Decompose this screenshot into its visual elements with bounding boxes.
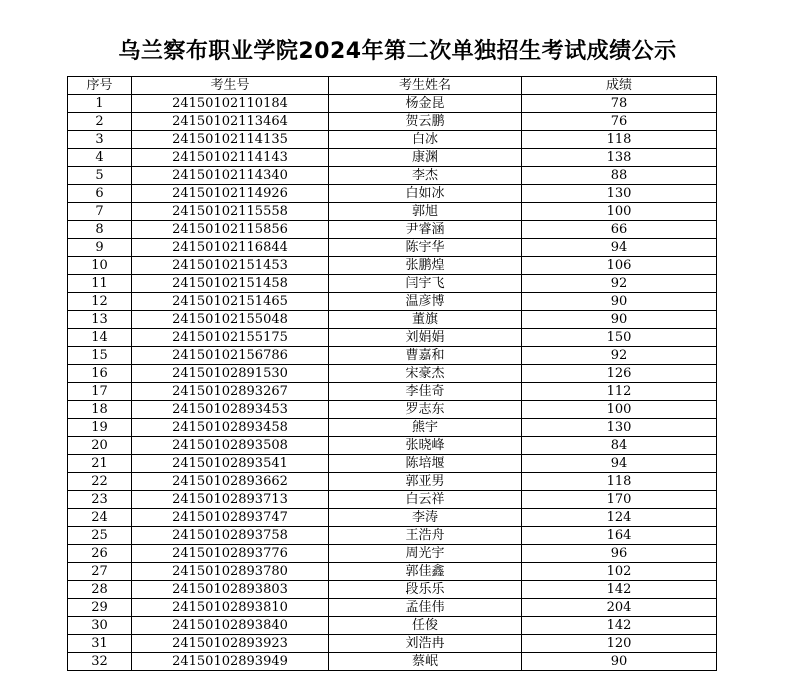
- student-name-cell: 贺云鹏: [329, 113, 522, 131]
- table-row: [68, 455, 717, 473]
- table-row: [68, 617, 717, 635]
- column-header-exam-id: 考生号: [132, 77, 329, 95]
- student-name-cell: 张鹏煌: [329, 257, 522, 275]
- row-number-cell: 21: [68, 455, 132, 473]
- row-number-cell: 30: [68, 617, 132, 635]
- student-name-cell: 曹嘉和: [329, 347, 522, 365]
- row-number-cell: 29: [68, 599, 132, 617]
- student-name-cell: 张晓峰: [329, 437, 522, 455]
- student-name-cell: 蔡岷: [329, 653, 522, 671]
- row-number-cell: 7: [68, 203, 132, 221]
- row-number-cell: 31: [68, 635, 132, 653]
- row-number-cell: 28: [68, 581, 132, 599]
- student-name-cell: 杨金昆: [329, 95, 522, 113]
- score-cell: 100: [522, 401, 717, 419]
- row-number-cell: 17: [68, 383, 132, 401]
- student-name-cell: 白如冰: [329, 185, 522, 203]
- exam-id-cell: 24150102893458: [132, 419, 329, 437]
- student-name-cell: 周光宇: [329, 545, 522, 563]
- score-cell: 120: [522, 635, 717, 653]
- student-name-cell: 郭亚男: [329, 473, 522, 491]
- row-number-cell: 15: [68, 347, 132, 365]
- table-row: [68, 221, 717, 239]
- row-number-cell: 10: [68, 257, 132, 275]
- exam-id-cell: 24150102893840: [132, 617, 329, 635]
- table-row: [68, 383, 717, 401]
- row-number-cell: 12: [68, 293, 132, 311]
- student-name-cell: 郭佳鑫: [329, 563, 522, 581]
- exam-id-cell: 24150102114143: [132, 149, 329, 167]
- student-name-cell: 刘浩冉: [329, 635, 522, 653]
- student-name-cell: 白冰: [329, 131, 522, 149]
- score-cell: 150: [522, 329, 717, 347]
- student-name-cell: 任俊: [329, 617, 522, 635]
- table-row: [68, 113, 717, 131]
- row-number-cell: 11: [68, 275, 132, 293]
- exam-id-cell: 24150102110184: [132, 95, 329, 113]
- score-cell: 164: [522, 527, 717, 545]
- student-name-cell: 温彦博: [329, 293, 522, 311]
- student-name-cell: 白云祥: [329, 491, 522, 509]
- score-cell: 88: [522, 167, 717, 185]
- exam-id-cell: 24150102893923: [132, 635, 329, 653]
- row-number-cell: 18: [68, 401, 132, 419]
- row-number-cell: 14: [68, 329, 132, 347]
- row-number-cell: 13: [68, 311, 132, 329]
- student-name-cell: 孟佳伟: [329, 599, 522, 617]
- table-row: [68, 563, 717, 581]
- score-cell: 84: [522, 437, 717, 455]
- exam-id-cell: 24150102893949: [132, 653, 329, 671]
- exam-id-cell: 24150102893747: [132, 509, 329, 527]
- row-number-cell: 20: [68, 437, 132, 455]
- student-name-cell: 李涛: [329, 509, 522, 527]
- score-cell: 94: [522, 239, 717, 257]
- table-row: [68, 419, 717, 437]
- exam-id-cell: 24150102893776: [132, 545, 329, 563]
- score-cell: 102: [522, 563, 717, 581]
- table-row: [68, 95, 717, 113]
- score-cell: 138: [522, 149, 717, 167]
- row-number-cell: 1: [68, 95, 132, 113]
- exam-id-cell: 24150102893780: [132, 563, 329, 581]
- table-row: [68, 491, 717, 509]
- table-row: [68, 347, 717, 365]
- exam-id-cell: 24150102891530: [132, 365, 329, 383]
- table-row: [68, 545, 717, 563]
- table-row: [68, 653, 717, 671]
- table-row: [68, 239, 717, 257]
- score-cell: 118: [522, 131, 717, 149]
- score-cell: 66: [522, 221, 717, 239]
- table-row: [68, 437, 717, 455]
- score-cell: 170: [522, 491, 717, 509]
- student-name-cell: 董旗: [329, 311, 522, 329]
- score-cell: 106: [522, 257, 717, 275]
- table-row: [68, 401, 717, 419]
- score-cell: 124: [522, 509, 717, 527]
- row-number-cell: 25: [68, 527, 132, 545]
- table-row: [68, 581, 717, 599]
- exam-id-cell: 24150102893662: [132, 473, 329, 491]
- student-name-cell: 尹睿涵: [329, 221, 522, 239]
- row-number-cell: 24: [68, 509, 132, 527]
- row-number-cell: 23: [68, 491, 132, 509]
- score-cell: 90: [522, 311, 717, 329]
- score-cell: 90: [522, 293, 717, 311]
- table-row: [68, 257, 717, 275]
- score-cell: 118: [522, 473, 717, 491]
- score-cell: 92: [522, 275, 717, 293]
- row-number-cell: 27: [68, 563, 132, 581]
- student-name-cell: 熊宇: [329, 419, 522, 437]
- exam-id-cell: 24150102893453: [132, 401, 329, 419]
- table-row: [68, 131, 717, 149]
- row-number-cell: 5: [68, 167, 132, 185]
- exam-id-cell: 24150102151458: [132, 275, 329, 293]
- exam-id-cell: 24150102156786: [132, 347, 329, 365]
- table-row: [68, 275, 717, 293]
- exam-id-cell: 24150102893541: [132, 455, 329, 473]
- exam-id-cell: 24150102155175: [132, 329, 329, 347]
- score-cell: 76: [522, 113, 717, 131]
- table-header-row: [68, 77, 717, 95]
- exam-id-cell: 24150102113464: [132, 113, 329, 131]
- exam-id-cell: 24150102151465: [132, 293, 329, 311]
- table-row: [68, 293, 717, 311]
- exam-id-cell: 24150102893713: [132, 491, 329, 509]
- table-row: [68, 167, 717, 185]
- student-name-cell: 李杰: [329, 167, 522, 185]
- row-number-cell: 9: [68, 239, 132, 257]
- exam-id-cell: 24150102151453: [132, 257, 329, 275]
- student-name-cell: 罗志东: [329, 401, 522, 419]
- score-cell: 126: [522, 365, 717, 383]
- student-name-cell: 李佳奇: [329, 383, 522, 401]
- student-name-cell: 宋豪杰: [329, 365, 522, 383]
- row-number-cell: 2: [68, 113, 132, 131]
- exam-id-cell: 24150102893758: [132, 527, 329, 545]
- row-number-cell: 19: [68, 419, 132, 437]
- row-number-cell: 6: [68, 185, 132, 203]
- exam-id-cell: 24150102114135: [132, 131, 329, 149]
- student-name-cell: 王浩舟: [329, 527, 522, 545]
- table-row: [68, 527, 717, 545]
- score-cell: 130: [522, 185, 717, 203]
- row-number-cell: 22: [68, 473, 132, 491]
- student-name-cell: 闫宇飞: [329, 275, 522, 293]
- table-row: [68, 509, 717, 527]
- exam-id-cell: 24150102115558: [132, 203, 329, 221]
- table-row: [68, 473, 717, 491]
- student-name-cell: 康渊: [329, 149, 522, 167]
- column-header-score: 成绩: [522, 77, 717, 95]
- score-cell: 78: [522, 95, 717, 113]
- score-cell: 204: [522, 599, 717, 617]
- exam-id-cell: 24150102893267: [132, 383, 329, 401]
- score-cell: 142: [522, 617, 717, 635]
- student-name-cell: 刘娟娟: [329, 329, 522, 347]
- table-row: [68, 203, 717, 221]
- exam-id-cell: 24150102115856: [132, 221, 329, 239]
- student-name-cell: 郭旭: [329, 203, 522, 221]
- score-cell: 130: [522, 419, 717, 437]
- exam-id-cell: 24150102893508: [132, 437, 329, 455]
- exam-id-cell: 24150102893810: [132, 599, 329, 617]
- table-row: [68, 329, 717, 347]
- exam-id-cell: 24150102116844: [132, 239, 329, 257]
- exam-id-cell: 24150102155048: [132, 311, 329, 329]
- student-name-cell: 段乐乐: [329, 581, 522, 599]
- table-row: [68, 185, 717, 203]
- row-number-cell: 16: [68, 365, 132, 383]
- score-cell: 142: [522, 581, 717, 599]
- row-number-cell: 4: [68, 149, 132, 167]
- score-table: [67, 76, 717, 671]
- table-row: [68, 149, 717, 167]
- score-cell: 100: [522, 203, 717, 221]
- page-title: 乌兰察布职业学院2024年第二次单独招生考试成绩公示: [118, 39, 677, 64]
- score-cell: 112: [522, 383, 717, 401]
- table-row: [68, 365, 717, 383]
- score-cell: 90: [522, 653, 717, 671]
- student-name-cell: 陈培堰: [329, 455, 522, 473]
- score-cell: 96: [522, 545, 717, 563]
- row-number-cell: 3: [68, 131, 132, 149]
- column-header-name: 考生姓名: [329, 77, 522, 95]
- exam-id-cell: 24150102114340: [132, 167, 329, 185]
- score-cell: 92: [522, 347, 717, 365]
- row-number-cell: 32: [68, 653, 132, 671]
- table-row: [68, 635, 717, 653]
- table-row: [68, 311, 717, 329]
- row-number-cell: 26: [68, 545, 132, 563]
- exam-id-cell: 24150102893803: [132, 581, 329, 599]
- row-number-cell: 8: [68, 221, 132, 239]
- student-name-cell: 陈宇华: [329, 239, 522, 257]
- table-row: [68, 599, 717, 617]
- score-cell: 94: [522, 455, 717, 473]
- table-body: [68, 95, 717, 671]
- exam-id-cell: 24150102114926: [132, 185, 329, 203]
- column-header-number: 序号: [68, 77, 132, 95]
